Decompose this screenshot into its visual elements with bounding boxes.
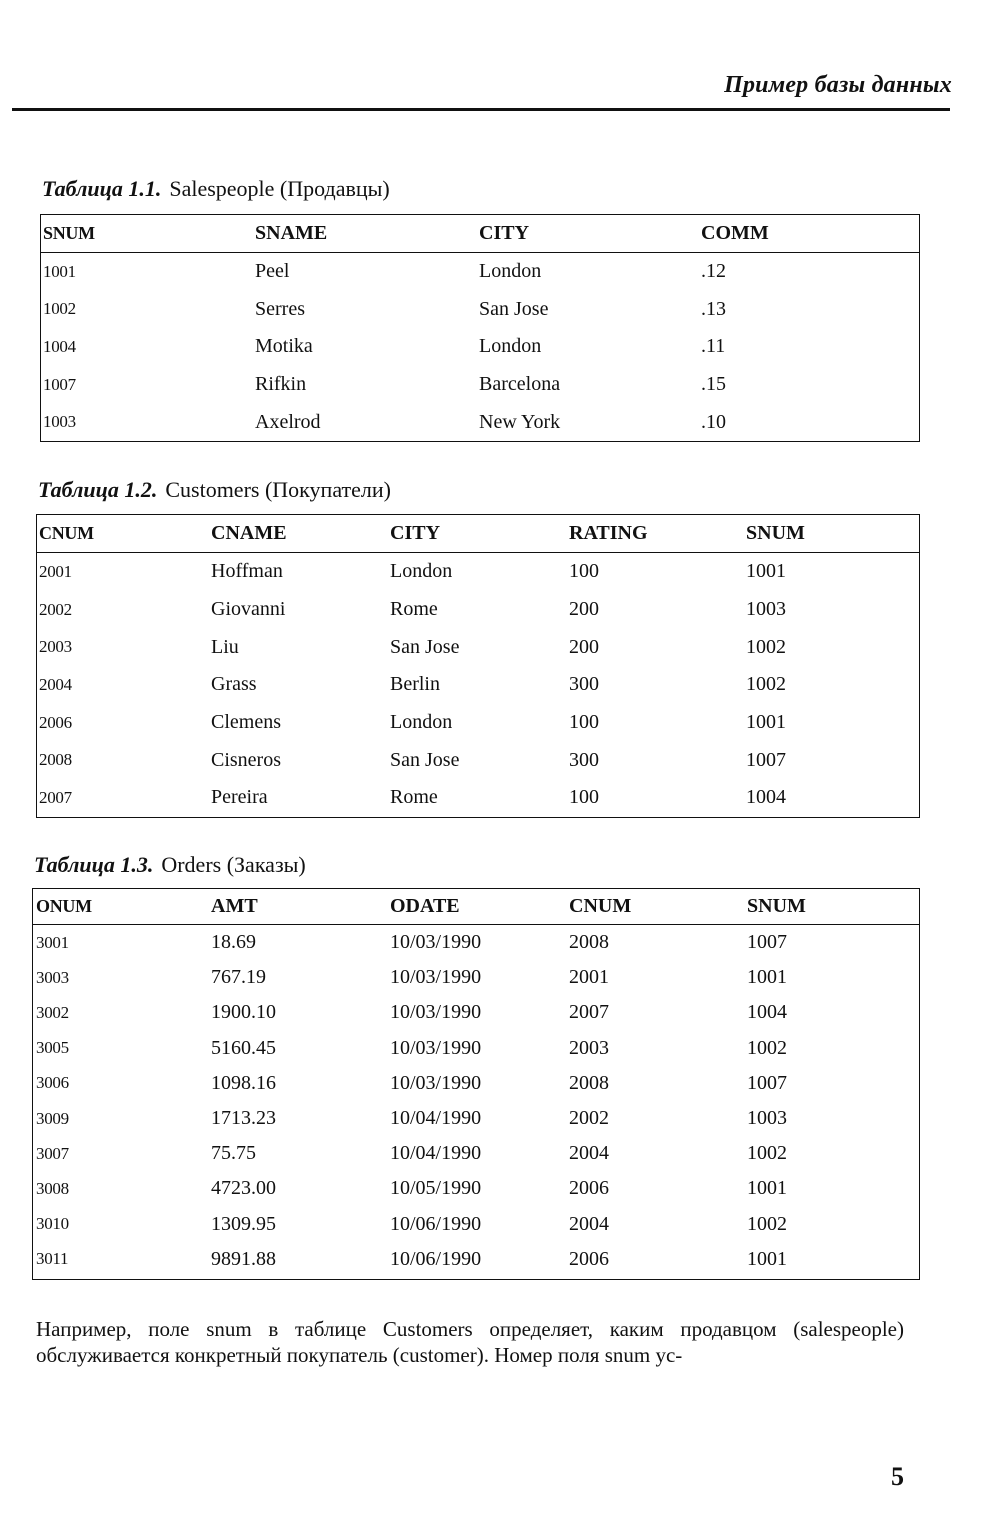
table-row xyxy=(37,741,919,779)
table-cell-rating: 200 xyxy=(569,598,599,621)
table-cell-city: London xyxy=(390,711,453,734)
table-cell-snum: 1001 xyxy=(747,1177,787,1200)
table-cell-snum: 1002 xyxy=(43,299,76,319)
table-cell-onum: 3011 xyxy=(36,1249,69,1269)
table-cell-city: Barcelona xyxy=(479,373,561,396)
table-cell-onum: 3008 xyxy=(36,1178,69,1198)
table-cell-snum: 1003 xyxy=(747,1107,787,1130)
table-1-caption xyxy=(42,176,390,202)
table-row xyxy=(41,403,919,441)
table-row xyxy=(37,779,919,817)
table-cell-sname: Axelrod xyxy=(255,410,321,433)
table-cell-onum: 3005 xyxy=(36,1038,69,1058)
table-row xyxy=(37,553,919,591)
table-cell-amt: 4723.00 xyxy=(211,1177,276,1200)
table-row xyxy=(33,925,919,960)
table-cell-cnum: 2008 xyxy=(569,931,609,954)
customers-table xyxy=(36,514,920,818)
table-cell-rating: 100 xyxy=(569,786,599,809)
table-cell-odate: 10/03/1990 xyxy=(390,1001,482,1024)
salespeople-table xyxy=(40,214,920,442)
column-header-onum: ONUM xyxy=(36,896,92,916)
table-cell-cnum: 2008 xyxy=(569,1071,609,1094)
column-header-cnum: CNUM xyxy=(39,523,94,543)
table-cell-snum: 1001 xyxy=(747,1247,787,1270)
table-cell-city: Rome xyxy=(390,786,438,809)
table-cell-city: London xyxy=(390,560,453,583)
table-cell-comm: .11 xyxy=(701,335,726,358)
column-header-sname: SNAME xyxy=(255,222,328,244)
table-cell-sname: Serres xyxy=(255,297,305,320)
table-cell-amt: 1900.10 xyxy=(211,1001,276,1024)
table-cell-snum: 1003 xyxy=(43,412,76,432)
table-cell-snum: 1007 xyxy=(747,1071,787,1094)
table-cell-cnum: 2004 xyxy=(569,1212,609,1235)
table-cell-amt: 1098.16 xyxy=(211,1071,276,1094)
table-cell-snum: 1002 xyxy=(746,673,786,696)
table-cell-snum: 1007 xyxy=(43,374,76,394)
table-cell-rating: 300 xyxy=(569,748,599,771)
table-cell-cnum: 2004 xyxy=(39,674,72,694)
header-rule xyxy=(12,108,950,111)
table-cell-sname: Motika xyxy=(255,335,313,358)
table-cell-snum: 1003 xyxy=(746,598,786,621)
table-cell-cname: Cisneros xyxy=(211,748,281,771)
table-cell-rating: 100 xyxy=(569,711,599,734)
table-header xyxy=(37,515,919,553)
table-cell-odate: 10/03/1990 xyxy=(390,931,482,954)
table-cell-city: London xyxy=(479,335,542,358)
table-cell-sname: Peel xyxy=(255,260,290,283)
table-row xyxy=(37,704,919,742)
table-cell-cname: Pereira xyxy=(211,786,268,809)
table-cell-onum: 3002 xyxy=(36,1002,69,1022)
table-2-caption xyxy=(38,477,391,503)
table-cell-cnum: 2006 xyxy=(569,1247,609,1270)
table-3-label: Таблица 1.3. xyxy=(34,852,154,877)
table-cell-odate: 10/05/1990 xyxy=(390,1177,482,1200)
table-cell-snum: 1001 xyxy=(746,711,786,734)
table-cell-city: Rome xyxy=(390,598,438,621)
table-cell-comm: .13 xyxy=(701,297,726,320)
table-cell-amt: 5160.45 xyxy=(211,1036,276,1059)
table-header xyxy=(33,889,919,925)
table-row xyxy=(33,1031,919,1066)
table-cell-snum: 1002 xyxy=(747,1036,787,1059)
table-cell-amt: 1309.95 xyxy=(211,1212,276,1235)
table-cell-snum: 1002 xyxy=(747,1212,787,1235)
table-cell-sname: Rifkin xyxy=(255,373,307,396)
table-cell-amt: 767.19 xyxy=(211,966,266,989)
table-cell-cname: Clemens xyxy=(211,711,281,734)
table-cell-cnum: 2007 xyxy=(569,1001,609,1024)
table-cell-cnum: 2001 xyxy=(39,561,72,581)
table-2-label: Таблица 1.2. xyxy=(38,477,158,502)
table-cell-onum: 3003 xyxy=(36,967,69,987)
table-cell-city: San Jose xyxy=(390,748,460,771)
column-header-snum: SNUM xyxy=(43,223,95,243)
table-cell-cnum: 2001 xyxy=(569,966,609,989)
table-cell-cname: Grass xyxy=(211,673,257,696)
table-row xyxy=(37,591,919,629)
table-cell-cnum: 2002 xyxy=(569,1107,609,1130)
page-number: 5 xyxy=(891,1462,904,1491)
table-cell-amt: 1713.23 xyxy=(211,1107,276,1130)
table-cell-snum: 1004 xyxy=(746,786,786,809)
table-cell-comm: .10 xyxy=(701,410,726,433)
table-cell-snum: 1007 xyxy=(747,931,787,954)
table-cell-cnum: 2003 xyxy=(569,1036,609,1059)
table-2-title: Customers (Покупатели) xyxy=(165,477,391,502)
column-header-comm: COMM xyxy=(701,222,769,244)
column-header-rating: RATING xyxy=(569,522,648,544)
table-cell-rating: 100 xyxy=(569,560,599,583)
table-row xyxy=(33,1207,919,1242)
table-cell-amt: 75.75 xyxy=(211,1142,256,1165)
table-cell-onum: 3007 xyxy=(36,1143,69,1163)
table-row xyxy=(41,328,919,366)
orders-table xyxy=(32,888,920,1280)
table-cell-snum: 1004 xyxy=(43,336,76,356)
table-cell-onum: 3009 xyxy=(36,1108,69,1128)
table-cell-city: San Jose xyxy=(479,297,549,320)
table-cell-snum: 1001 xyxy=(746,560,786,583)
table-cell-snum: 1002 xyxy=(746,635,786,658)
table-cell-comm: .12 xyxy=(701,260,726,283)
table-row xyxy=(33,960,919,995)
table-row xyxy=(37,666,919,704)
table-row xyxy=(33,1101,919,1136)
table-cell-onum: 3010 xyxy=(36,1214,69,1234)
table-cell-snum: 1001 xyxy=(747,966,787,989)
column-header-cname: CNAME xyxy=(211,522,287,544)
column-header-odate: ODATE xyxy=(390,895,460,917)
table-cell-cnum: 2007 xyxy=(39,787,72,807)
table-cell-cnum: 2002 xyxy=(39,599,72,619)
table-cell-rating: 300 xyxy=(569,673,599,696)
column-header-snum: SNUM xyxy=(747,895,806,917)
table-cell-onum: 3006 xyxy=(36,1073,69,1093)
table-row xyxy=(33,1136,919,1171)
table-row xyxy=(37,628,919,666)
table-3-title: Orders (Заказы) xyxy=(161,852,306,877)
body-paragraph: Например, поле snum в таблице Customers определяет, каким продавцом (salespeople) обслуживается конкретный покупатель (customer). Номер поля snum ус- xyxy=(36,1317,904,1367)
table-cell-odate: 10/06/1990 xyxy=(390,1212,482,1235)
table-cell-city: San Jose xyxy=(390,635,460,658)
table-cell-city: New York xyxy=(479,410,561,433)
table-1-title: Salespeople (Продавцы) xyxy=(169,176,390,201)
table-cell-odate: 10/03/1990 xyxy=(390,1036,482,1059)
table-row xyxy=(33,995,919,1030)
table-cell-amt: 9891.88 xyxy=(211,1247,276,1270)
table-row xyxy=(33,1066,919,1101)
table-cell-odate: 10/06/1990 xyxy=(390,1247,482,1270)
table-3-caption xyxy=(34,852,306,878)
table-cell-cname: Giovanni xyxy=(211,598,286,621)
table-row xyxy=(41,253,919,291)
table-row xyxy=(33,1171,919,1206)
table-cell-odate: 10/03/1990 xyxy=(390,966,482,989)
table-cell-rating: 200 xyxy=(569,635,599,658)
table-cell-cname: Hoffman xyxy=(211,560,283,583)
table-cell-cnum: 2003 xyxy=(39,637,72,657)
table-cell-snum: 1007 xyxy=(746,748,786,771)
table-cell-amt: 18.69 xyxy=(211,931,256,954)
table-cell-city: London xyxy=(479,260,542,283)
table-cell-cnum: 2008 xyxy=(39,750,72,770)
table-cell-cnum: 2004 xyxy=(569,1142,609,1165)
table-cell-onum: 3001 xyxy=(36,932,69,952)
column-header-city: CITY xyxy=(390,522,441,544)
table-row xyxy=(33,1242,919,1277)
table-cell-snum: 1001 xyxy=(43,261,76,281)
table-cell-snum: 1004 xyxy=(747,1001,787,1024)
table-cell-odate: 10/04/1990 xyxy=(390,1142,482,1165)
table-cell-city: Berlin xyxy=(390,673,440,696)
table-header xyxy=(41,215,919,253)
table-cell-cname: Liu xyxy=(211,635,239,658)
column-header-snum: SNUM xyxy=(746,522,805,544)
table-cell-cnum: 2006 xyxy=(569,1177,609,1200)
table-row xyxy=(41,366,919,404)
column-header-cnum: CNUM xyxy=(569,895,632,917)
column-header-amt: AMT xyxy=(211,895,258,917)
running-title: Пример базы данных xyxy=(724,72,952,98)
column-header-city: CITY xyxy=(479,222,530,244)
table-row xyxy=(41,291,919,329)
table-cell-odate: 10/03/1990 xyxy=(390,1071,482,1094)
table-cell-snum: 1002 xyxy=(747,1142,787,1165)
table-cell-odate: 10/04/1990 xyxy=(390,1107,482,1130)
table-cell-comm: .15 xyxy=(701,373,726,396)
table-cell-cnum: 2006 xyxy=(39,712,72,732)
table-1-label: Таблица 1.1. xyxy=(42,176,162,201)
